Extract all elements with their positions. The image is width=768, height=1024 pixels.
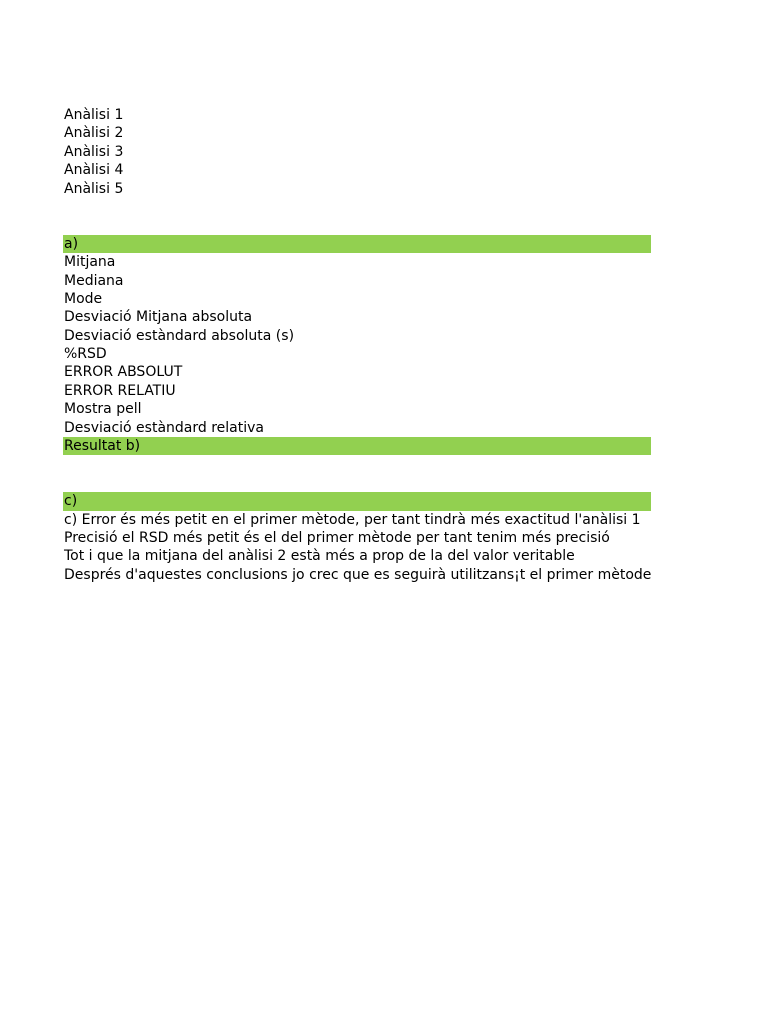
stat-absolute-error: ERROR ABSOLUT	[64, 364, 183, 381]
stat-relative-error: ERROR RELATIU	[64, 382, 176, 399]
spacer-row	[63, 455, 651, 473]
analysis-label-4: Anàlisi 4	[64, 162, 124, 179]
section-a-header: a)	[63, 235, 651, 253]
conclusion-line-2: Precisió el RSD més petit és el del primer mètode per tant tenim més precisió	[64, 529, 610, 546]
stat-median: Mediana	[64, 272, 124, 289]
stat-mean: Mitjana	[64, 254, 116, 271]
analysis-label-1: Anàlisi 1	[64, 107, 124, 123]
conclusion-line-4: Després d'aquestes conclusions jo crec que es seguirà utilitzans¡t el primer mètode	[64, 566, 652, 583]
spacer-row	[63, 474, 651, 492]
spreadsheet-page	[63, 106, 651, 584]
stat-rsd-percent: %RSD	[64, 346, 107, 363]
section-b-header: Resultat b)	[63, 437, 651, 455]
analysis-label-5: Anàlisi 5	[64, 180, 124, 197]
conclusion-line-1: c) Error és més petit en el primer mètode, per tant tindrà més exactitud l'anàlisi 1	[64, 511, 641, 528]
analysis-label-2: Anàlisi 2	[64, 125, 124, 142]
stat-mean-absolute-deviation: Desviació Mitjana absoluta	[64, 309, 253, 326]
section-c-header: c)	[63, 492, 651, 510]
stat-mode: Mode	[64, 290, 103, 307]
analysis-label-3: Anàlisi 3	[64, 143, 124, 160]
conclusion-line-3: Tot i que la mitjana del anàlisi 2 està més a prop de la del valor veritable	[64, 548, 575, 565]
spacer-row	[63, 198, 651, 216]
spacer-row	[63, 216, 651, 234]
stat-relative-standard-deviation: Desviació estàndard relativa	[64, 419, 264, 436]
stat-skin-sample: Mostra pell	[64, 401, 142, 418]
stat-standard-deviation: Desviació estàndard absoluta (s)	[64, 327, 295, 344]
